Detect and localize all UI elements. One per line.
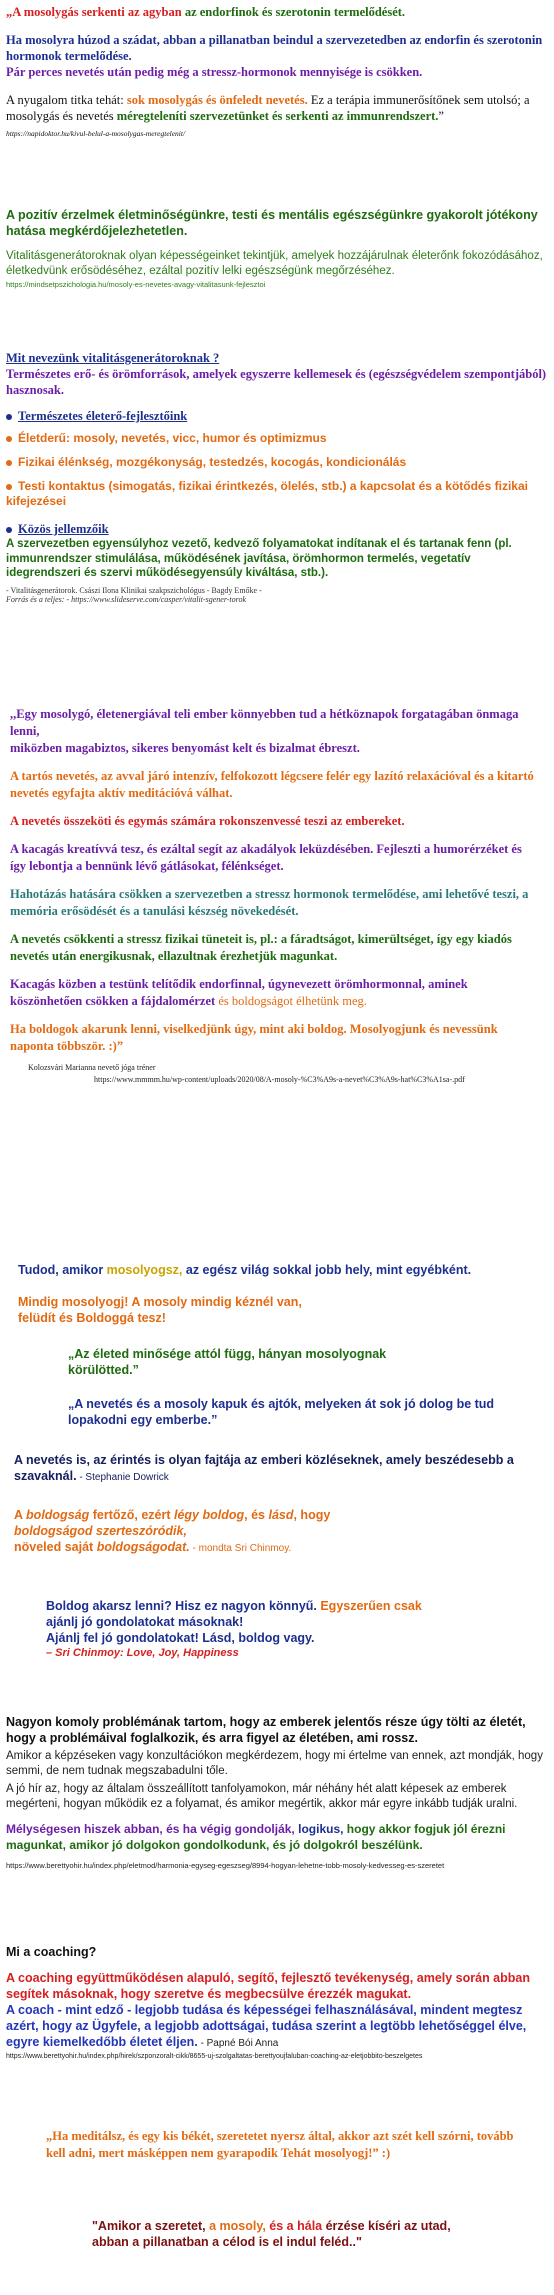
vitality-source[interactable]: https://mindsetpszichologia.hu/mosoly-es-nevetes-avagy-vitalitasunk-fejlesztoi (6, 280, 266, 289)
gates-quote: „A nevetés és a mosoly kapuk és ajtók, melyeken át sok jó dolog be tud lopakodni egy emberbe.” (68, 1397, 495, 1427)
intro-headline: „A mosolygás serkenti az agyban az endorfinok és szerotonin termelődését. (6, 5, 406, 19)
chinmoy-quote: A boldogság fertőző, ezért légy boldog, és lásd, hogy boldogságod szerteszóródik, növeled saját boldogságodat. - mondta Sri Chinmoy. (14, 1508, 331, 1554)
physical-symptoms-text: A nevetés csökkenti a stressz fizikai tüneteit is, pl.: a fáradtságot, kimerültséget, így egy kiadós nevetés után energikusnak, ellazultnak érezhetjük magunkat. (10, 932, 512, 963)
positive-emotions-block (6, 207, 548, 289)
positive-emotions-title: A pozitív érzelmek életminőségünkre, testi és mentális egészségünkre gyakorolt jótékony hatása megkérdőjelezhetetlen. (6, 208, 538, 238)
bullet-icon (6, 460, 12, 466)
trainer-citation: Kolozsvári Marianna nevető jóga tréner (28, 1063, 156, 1072)
happiness-quote: Boldog akarsz lenni? Hisz ez nagyon könnyű. Egyszerűen csak ajánlj jó gondolatokat másoknak! Ajánlj fel jó gondolatokat! Lásd, boldog vagy. – Sri Chinmoy: Love, Joy, Happiness (46, 1598, 486, 1661)
vitality-question: Mit nevezünk vitalitásgenerátoroknak ? (6, 351, 220, 365)
problems-p2: A jó hír az, hogy az általam összeállított tanfolyamokon, már néhány hét alatt képesek az emberek megérteni, hogyan működik ez a folyamat, és amikor megértik, akkor már egyre inkább tudják uralni. (6, 1783, 518, 1810)
vitality-definition: Vitalitásgenerátoroknak olyan képességeinket tekintjük, amelyek hozzájárulnak életerőnk fokozódásához, életkedvünk erősödéséhez, ezáltal pozitív lelki egészségünk megőrzéséhez. (6, 250, 543, 277)
endorphin-text: Kacagás közben a testünk telítődik endorfinnal, úgynevezett örömhormonnal, aminek köszönhetően csökken a fájdalomérzet és boldogságot élhetünk meg. (10, 977, 468, 1008)
belief-text: Mélységesen hiszek abban, és ha végig gondolják, logikus, hogy akkor fogjuk jól érezni magunkat, amikor jó dolgokon gondolkodunk, és jó dolgokról beszélünk. (6, 1822, 506, 1852)
stress-hormones-text: Hahotázás hatására csökken a szervezetben a stressz hormonok termelődése, ami lehetővé teszi, a memória erősödését és a tanulási készség növekedését. (10, 887, 529, 918)
meditation-quote: „Ha meditálsz, és egy kis békét, szeretetet nyersz által, akkor azt szét kell szórni, tovább kell adni, mert másképpen nem gyarapodik Tehát mosolyogj!” :) (46, 2129, 514, 2160)
creativity-text: A kacagás kreatívvá tesz, és ezáltal segít az akadályok leküzdésében. Fejleszti a humorérzéket és így lebontja a bennünk lévő gátlásokat, félénkséget. (10, 842, 522, 873)
vitality-answer: Természetes erő- és örömforrások, amelyek egyszerre kellemesek és (egészségvédelem szempontjából) hasznosak. (6, 367, 547, 397)
laughter-benefits-block (10, 706, 540, 1084)
love-smile-quote: "Amikor a szeretet, a mosoly, és a hála érzése kíséri az utad, abban a pillanatban a célod is el indul feléd.." (92, 2219, 451, 2249)
coaching-definition: A coaching együttműködésen alapuló, segítő, fejlesztő tevékenység, amely során abban segítek másoknak, hogy szeretve és megbecsülve érezzék magukat. (6, 1971, 530, 2001)
intro-hormones: Ha mosolyra húzod a szádat, abban a pillanatban beindul a szervezetedben az endorfin és szerotonin hormonok termelődése. (6, 33, 543, 63)
dowrick-quote: A nevetés is, az érintés is olyan fajtája az emberi közléseknek, amely beszédesebb a szavaknál. - Stephanie Dowrick (14, 1453, 514, 1483)
problems-headline: Nagyon komoly problémának tartom, hogy az emberek jelentős része úgy tölti az életét, hogy a problémáival foglalkozik, és arra figyel az életében, ami rossz. (6, 1715, 526, 1745)
coaching-source[interactable]: https://www.berettyohir.hu/index.php/hirek/szponzoralt-cikk/8655-uj-szolgaltatas-berettyoujfaluban-coaching-az-eletjobbito-beszelgetes (6, 2053, 423, 2060)
common-features-heading: Közös jellemzőik (6, 521, 548, 537)
intro-calm: A nyugalom titka tehát: sok mosolygás és önfeledt nevetés. Ez a terápia immunerősítőnek sem utolsó; a mosolygás és nevetés méregteleníti szervezetünket és serkenti az immunrendszert.” (6, 93, 530, 123)
vitality-generators-block (6, 350, 548, 604)
laughter-connects-text: A nevetés összeköti és egymás számára rokonszenvessé teszi az embereket. (10, 814, 405, 828)
lasting-laughter-text: A tartós nevetés, az avval járó intenzív, felfokozott légcsere felér egy lazító relaxációval és a kitartó nevetés egyfajta aktív meditációvá válhat. (10, 769, 534, 800)
vitality-citation-source[interactable]: Forrás és a teljes: - https://www.slideserve.com/casper/vitalit-sgener-torok (6, 594, 247, 604)
intro-source[interactable]: https://napidoktor.hu/kivul-belul-a-mosolygas-meregtelenit/ (6, 129, 186, 138)
coach-description: A coach - mint edző - legjobb tudása és képességei felhasználásával, mindent megtesz azért, hogy az Ügyfele, a legjobb adottságai, tudása szerint a legtöbb lehetőséggel élve, egyre kiemelkedőbb életet éljen. - Papné Bói Anna (6, 2003, 527, 2049)
trainer-source[interactable]: https://www.mmmm.hu/wp-content/uploads/2020/08/A-mosoly-%C3%A9s-a-nevet%C3%A9s-hat%C3%A1sa-.pdf (94, 1075, 465, 1084)
coaching-question: Mi a coaching? (6, 1945, 97, 1959)
intro-block (6, 4, 548, 142)
always-smile-quote: Mindig mosolyogj! A mosoly mindig kéznél van, felüdít és Boldoggá tesz! (18, 1295, 302, 1325)
bullet-icon (6, 527, 12, 533)
smile-world-quote: Tudod, amikor mosolyogsz, az egész világ sokkal jobb hely, mint egyébként. (18, 1263, 472, 1277)
bullet-icon (6, 436, 12, 442)
vitality-citation: - Vitalitásgenerátorok. Császi Ilona Klinikai szakpszichológus - Bagdy Emőke - (6, 585, 262, 595)
bullet-icon (6, 484, 12, 490)
booster-item: Testi kontaktus (simogatás, fizikai érintkezés, ölelés, stb.) a kapcsolat és a kötődés fizikai kifejezései (6, 479, 528, 508)
life-quality-quote: „Az életed minősége attól függ, hányan mosolyognak körülötted.” (68, 1347, 387, 1377)
quotes-block (18, 1262, 538, 1428)
coaching-block (6, 1944, 548, 2060)
be-happy-text: Ha boldogok akarunk lenni, viselkedjünk úgy, mint aki boldog. Mosolyogjunk és nevessünk naponta többször. :)” (10, 1022, 498, 1053)
problems-source[interactable]: https://www.berettyohir.hu/index.php/eletmod/harmonia-egyseg-egeszseg/8994-hogyan-lehetne-tobb-mosoly-kedvesseg-es-szeretet (6, 1861, 445, 1870)
problems-block (6, 1714, 548, 1870)
intro-stress: Pár perces nevetés után pedig még a stressz-hormonok mennyisége is csökken. (6, 65, 423, 79)
common-features-text: A szervezetben egyensúlyhoz vezető, kedvező folyamatokat indítanak el és tartanak fenn (pl. immunrendszer stimulálása, működésének javítása, örömhormon termelés, vegetatív idegrendszeri és szervi működésegyensúly kiváltása, stb.). (6, 538, 512, 579)
bullet-icon (6, 414, 12, 420)
smiling-person-text: ,,Egy mosolygó, életenergiával teli ember könnyebben tud a hétköznapok forgatagában önmaga lenni, miközben magabiztos, sikeres benyomást kelt és bizalmat ébreszt. (10, 707, 519, 755)
booster-item: Fizikai élénkség, mozgékonyság, testedzés, kocogás, kondicionálás (6, 455, 548, 470)
problems-p1: Amikor a képzéseken vagy konzultációkon megkérdezem, hogy mi értelme van ennek, azt mondják, hogy semmi, de nem tudnak megszabadulni tőle. (6, 1750, 543, 1777)
booster-item: Életderű: mosoly, nevetés, vicc, humor és optimizmus (6, 431, 548, 446)
chinmoy-book: – Sri Chinmoy: Love, Joy, Happiness (46, 1647, 239, 1659)
natural-boosters-heading: Természetes életerő-fejlesztőink (6, 408, 548, 424)
